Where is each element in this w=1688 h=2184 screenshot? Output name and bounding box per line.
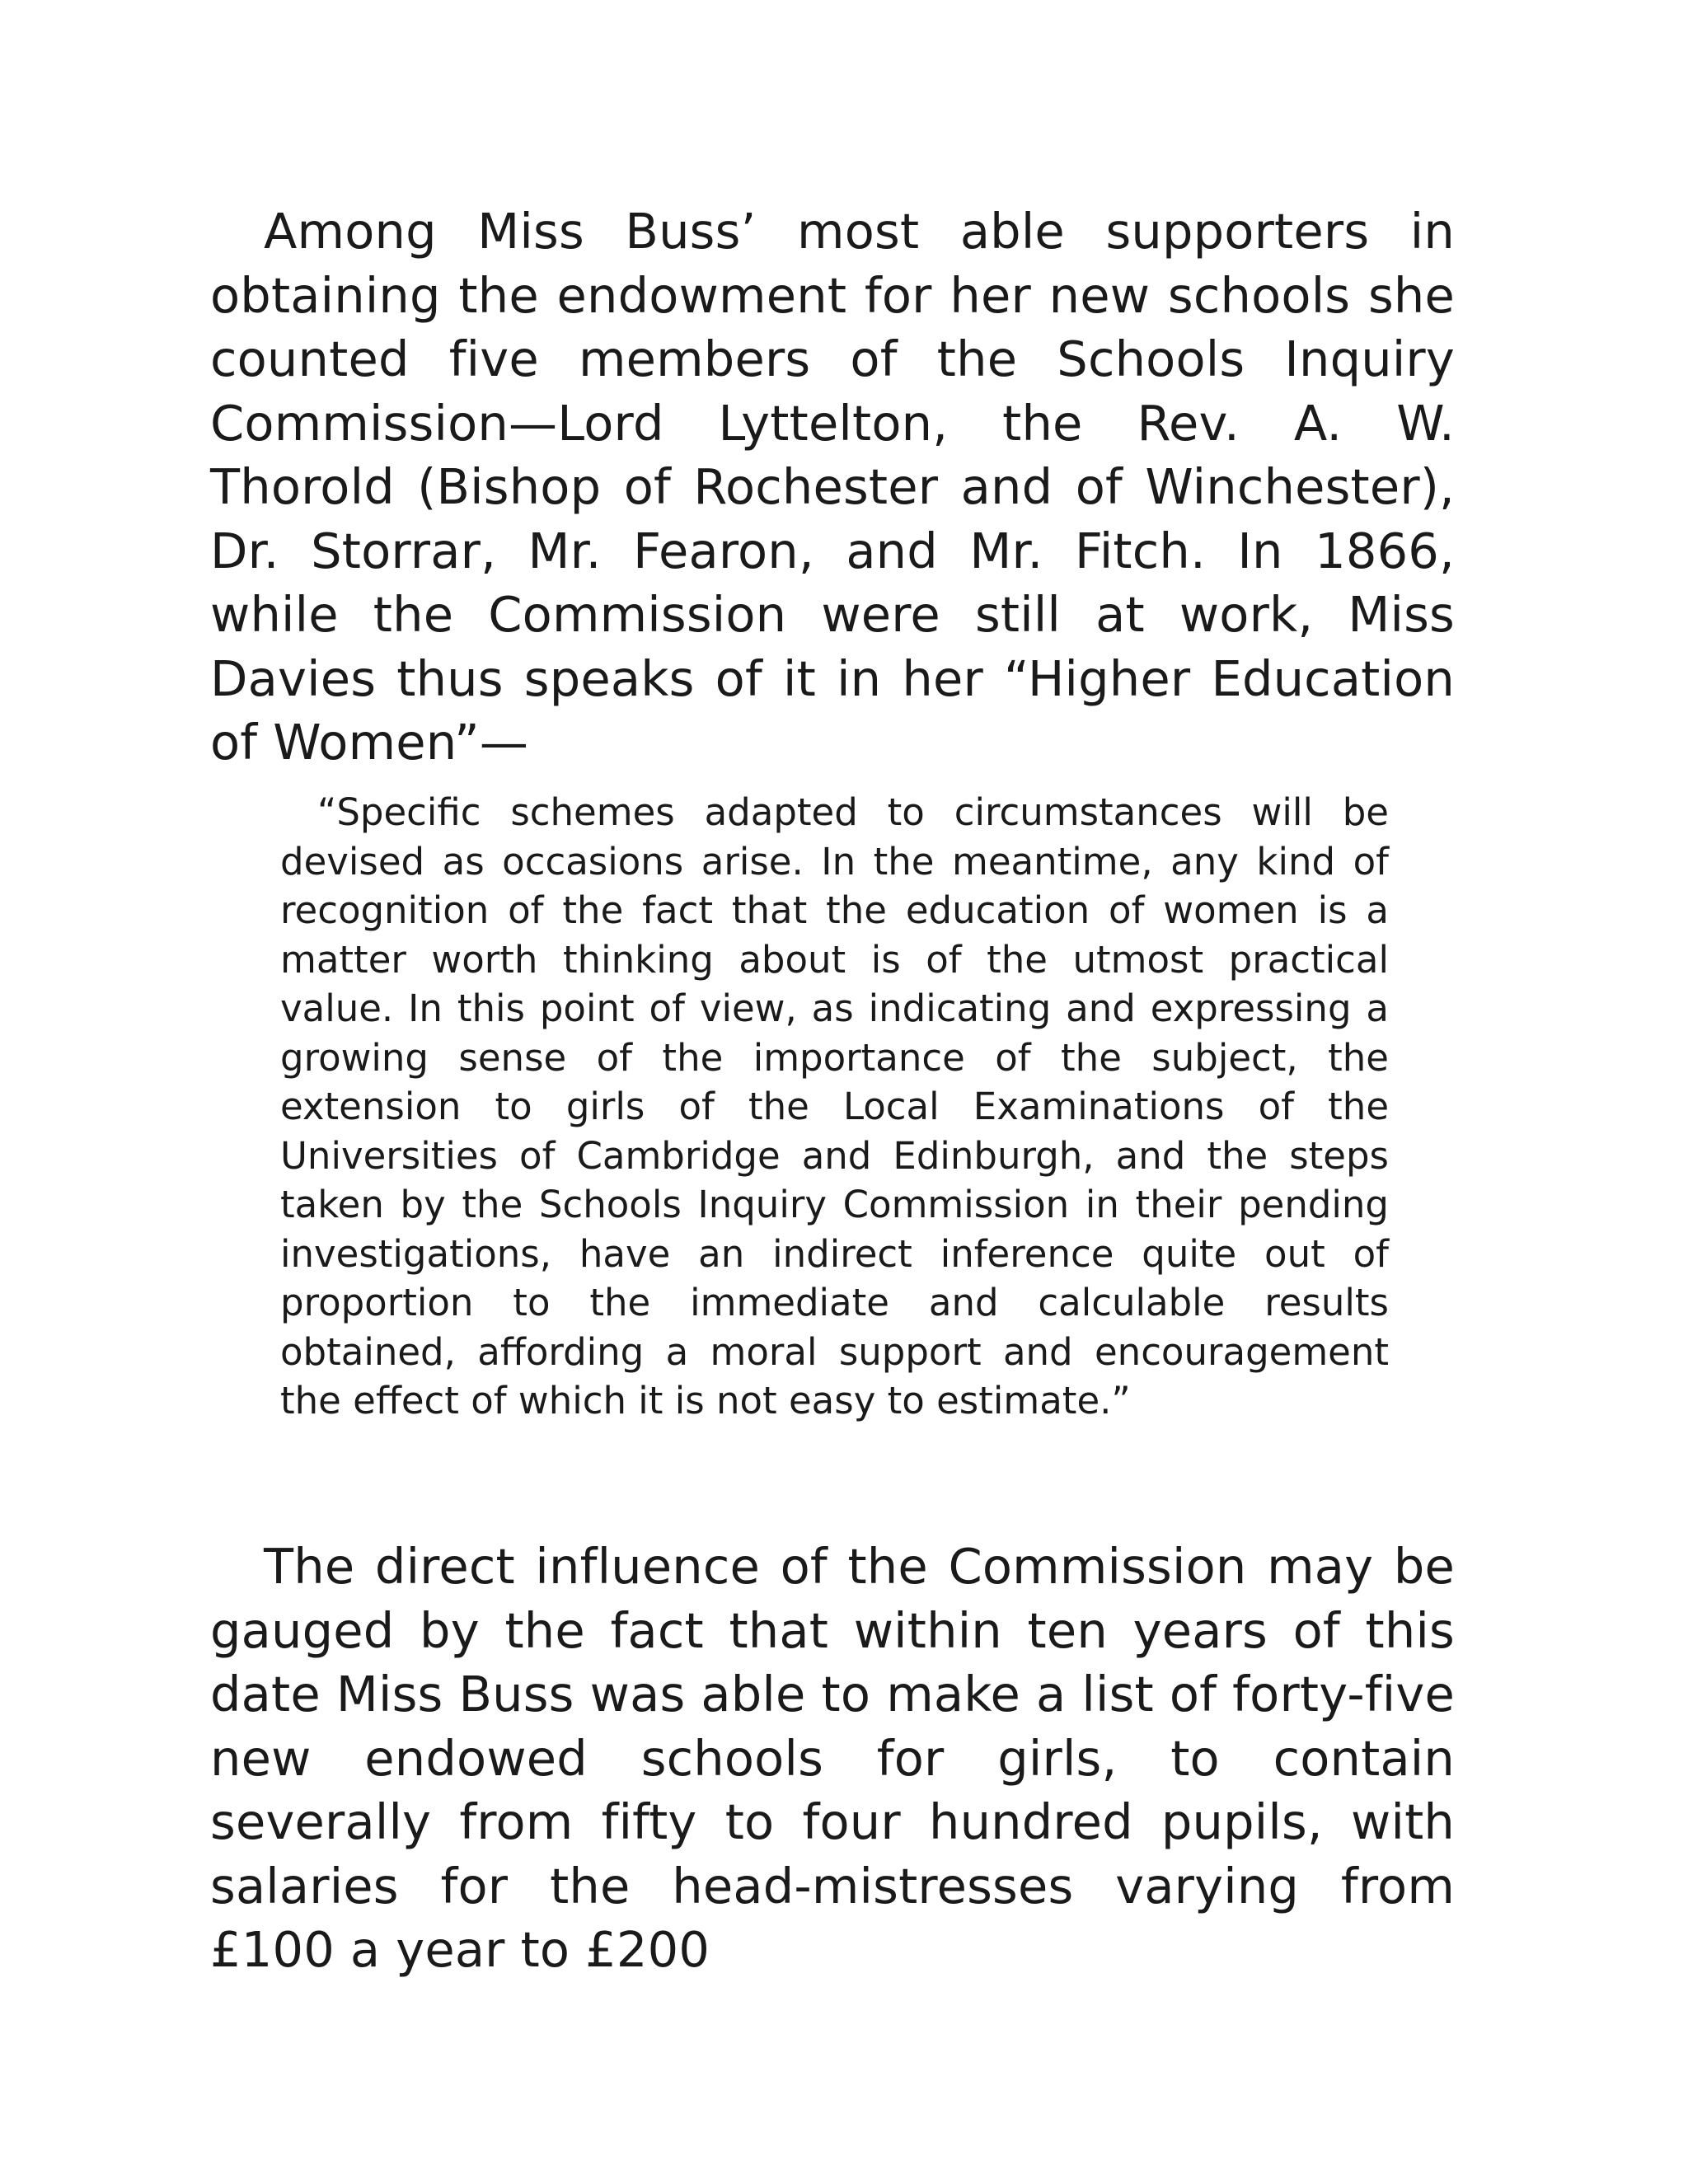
body-paragraph-1: Among Miss Buss’ most able supporters in obtaining the endowment for her new schools she counted five members of the Schools Inquiry Commission—Lord Lyttelton, the Rev. A. W. Thorold (Bishop of Rochester and of Winchester), Dr. Storrar, Mr. Fearon, and Mr. Fitch. In 1866, while the Commission were still at work, Miss Davies thus speaks of it in her “Higher Education of Women”—: [210, 203, 1455, 771]
body-paragraph-2: The direct influence of the Commission may be gauged by the fact that within ten years of this date Miss Buss was able to make a list of forty-five new endowed schools for girls, to contain severally from fifty to four hundred pupils, with salaries for the head-mistresses varying from £100 a year to £200: [210, 1538, 1455, 1978]
block-quote: “Specific schemes adapted to circumstances will be devised as occasions arise. In the meantime, any kind of recognition of the fact that the education of women is a matter worth thinking about is of the utmost practical value. In this point of view, as indicating and expressing a growing sense of the importance of the subject, the extension to girls of the Local Examinations of the Universities of Cambridge and Edinburgh, and the steps taken by the Schools Inquiry Commission in their pending investigations, have an indirect inference quite out of proportion to the immediate and calculable results obtained, affording a moral support and encouragement the effect of which it is not easy to estimate.”: [280, 790, 1389, 1422]
